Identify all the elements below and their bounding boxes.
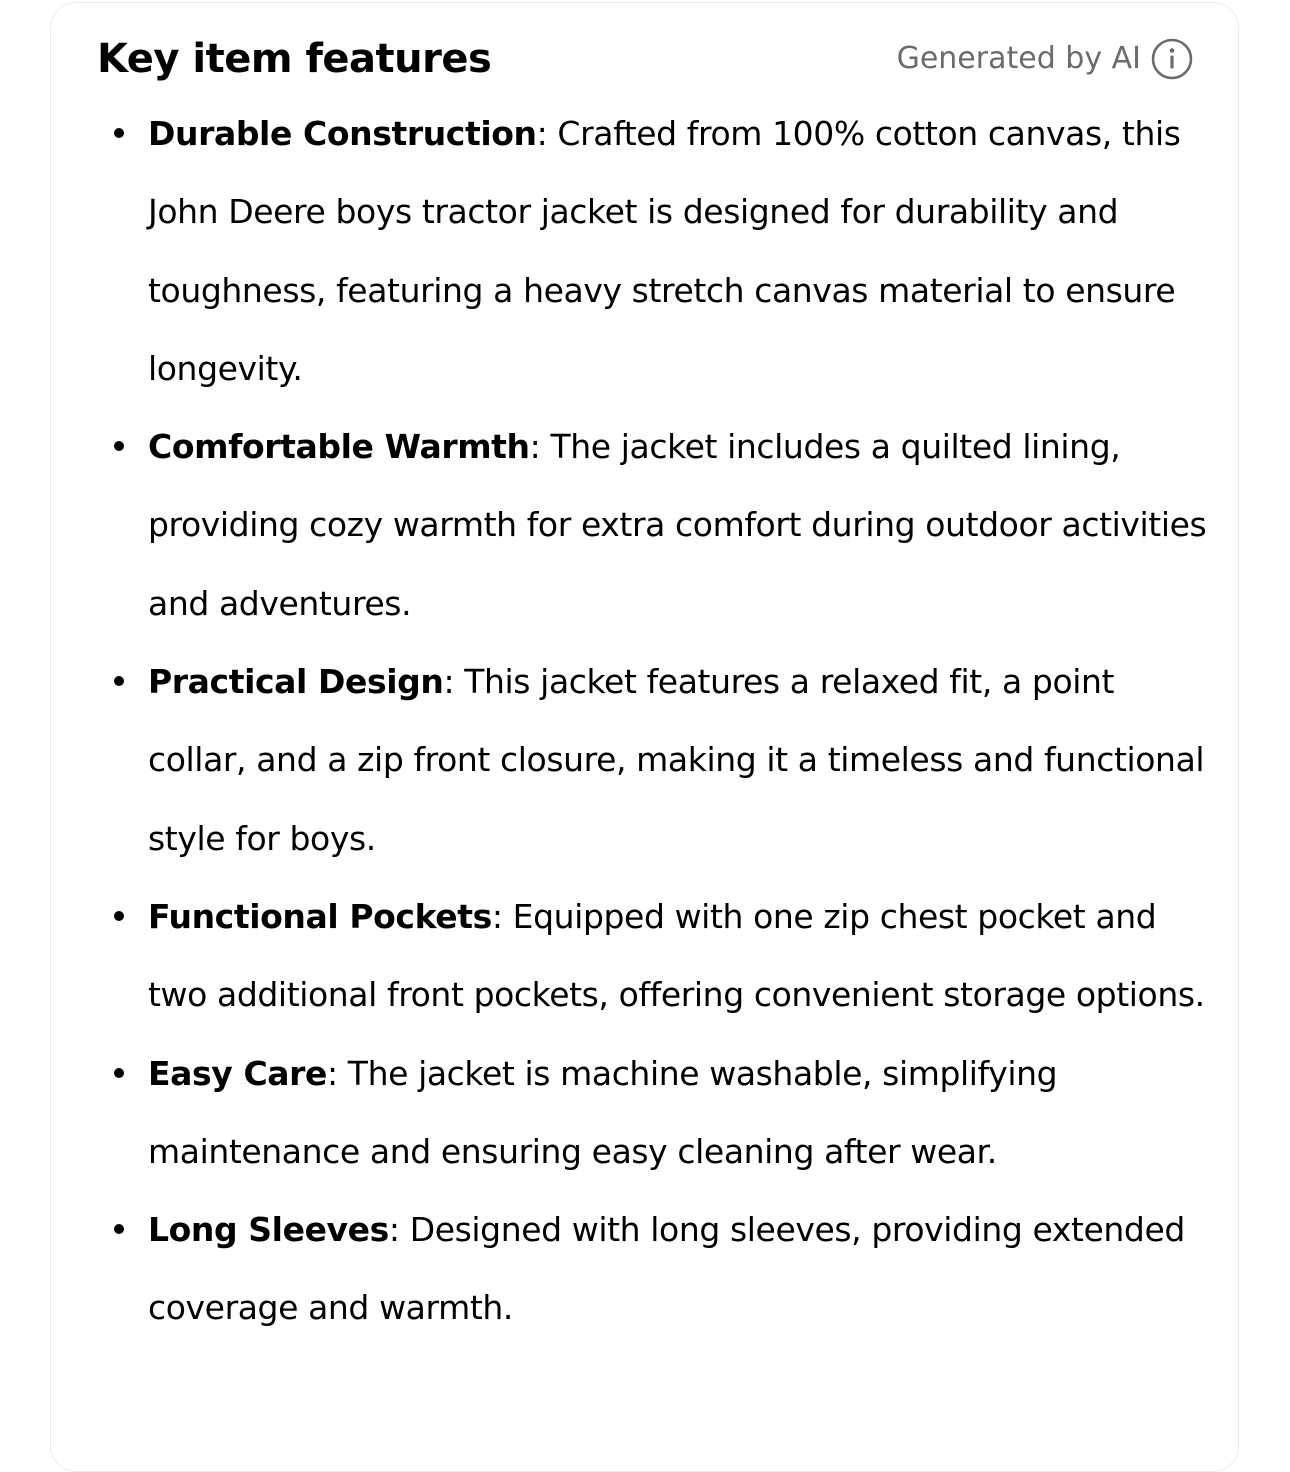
section-title: Key item features [97, 36, 492, 82]
feature-item-long-sleeves [148, 1191, 1208, 1348]
feature-title: Long Sleeves [148, 1210, 389, 1250]
generated-by-ai-text: Generated by AI [896, 41, 1141, 76]
feature-description: : Designed with long sleeves, providing extended coverage and warmth. [148, 1210, 1185, 1328]
feature-description: : Crafted from 100% cotton canvas, this John Deere boys tractor jacket is designed for durability and toughness, featuring a heavy stretch canvas material to ensure longevity. [148, 114, 1181, 388]
feature-title: Practical Design [148, 662, 444, 702]
feature-item-easy-care [148, 1035, 1208, 1192]
feature-description: : The jacket includes a quilted lining, providing cozy warmth for extra comfort during outdoor activities and adventures. [148, 427, 1207, 623]
generated-by-ai-label [897, 38, 1193, 80]
feature-item-comfortable-warmth [148, 408, 1208, 643]
feature-item-practical-design [148, 643, 1208, 878]
feature-description: : Equipped with one zip chest pocket and two additional front pockets, offering convenient storage options. [148, 896, 1205, 1015]
feature-title: Easy Care [148, 1053, 327, 1093]
feature-description: : The jacket is machine washable, simplifying maintenance and ensuring easy cleaning after wear. [148, 1053, 1058, 1171]
feature-description: : This jacket features a relaxed fit, a point collar, and a zip front closure, making it a timeless and functional style for boys. [148, 662, 1205, 858]
feature-list [148, 95, 1208, 1348]
feature-item-functional-pockets [148, 878, 1208, 1035]
feature-title: Comfortable Warmth [148, 427, 530, 467]
feature-title: Durable Construction [148, 114, 537, 153]
feature-title: Functional Pockets [148, 896, 492, 936]
info-circle-icon[interactable] [1151, 38, 1193, 80]
feature-item-durable-construction [148, 95, 1208, 408]
card-header [97, 30, 1193, 90]
